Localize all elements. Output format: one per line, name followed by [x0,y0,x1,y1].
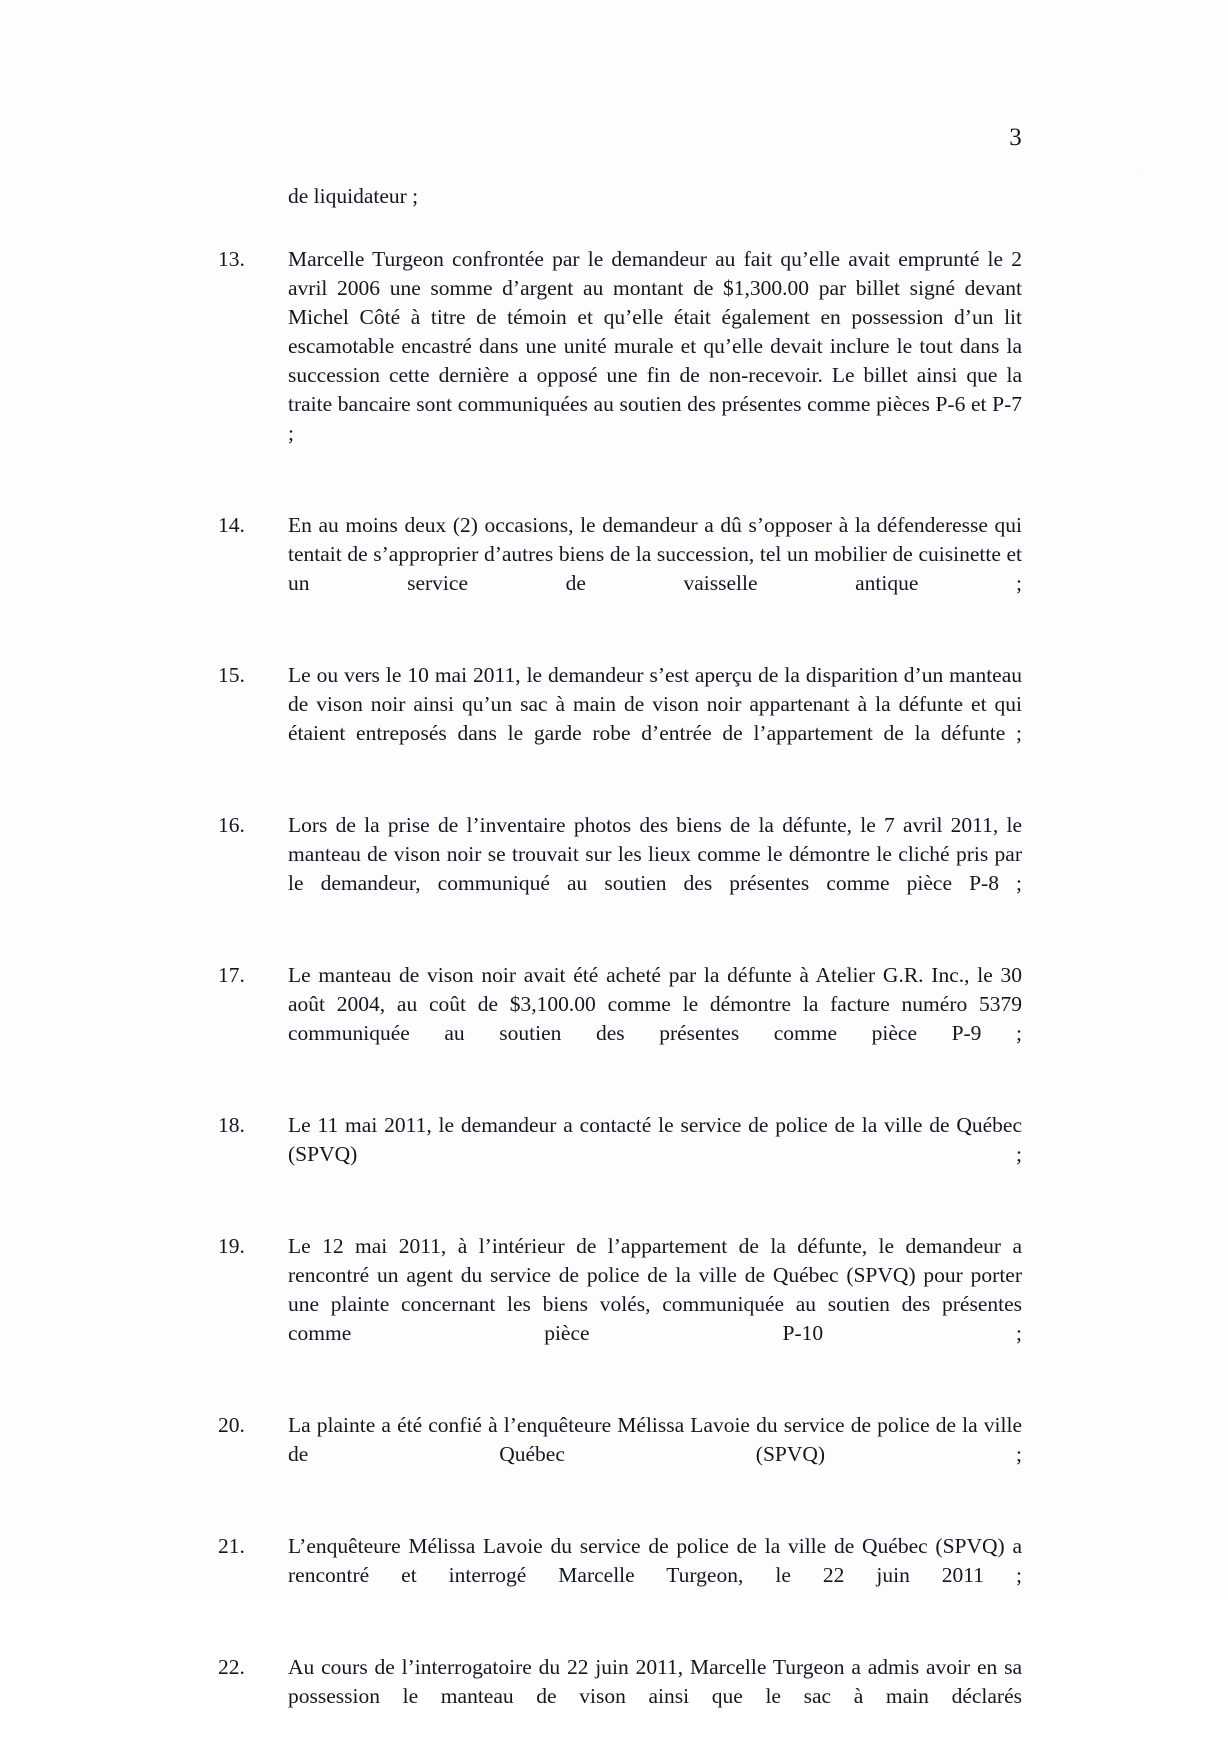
clause-20-number: 20. [218,1413,245,1437]
clause-22-text: Au cours de l’interrogatoire du 22 juin 2011, Marcelle Turgeon a admis avoir en sa possession le manteau de vison ainsi que le sac à main déclarés [288,1655,1022,1708]
clause-21-text: L’enquêteure Mélissa Lavoie du service de police de la ville de Québec (SPVQ) a rencontré et interrogé Marcelle Turgeon, le 22 juin 2011 ; [288,1534,1022,1587]
clause-22 [218,1653,1022,1740]
clause-19 [218,1232,1022,1377]
clause-13 [218,245,1022,477]
clause-21-number: 21. [218,1534,245,1558]
clause-17-text: Le manteau de vison noir avait été acheté par la défunte à Atelier G.R. Inc., le 30 août 2004, au coût de $3,100.00 comme le démontre la facture numéro 5379 communiquée au soutien des présentes comme pièce P-9 ; [288,963,1022,1045]
page-number: 3 [1009,124,1022,151]
clause-16-number: 16. [218,813,245,837]
clause-18-text: Le 11 mai 2011, le demandeur a contacté le service de police de la ville de Québec (SPVQ) ; [288,1113,1022,1166]
clause-15-text: Le ou vers le 10 mai 2011, le demandeur s’est aperçu de la disparition d’un manteau de vison noir ainsi qu’un sac à main de vison noir appartenant à la défunte et qui étaient entreposés dans le garde robe d’entrée de l’appartement de la défunte ; [288,663,1022,745]
paragraph-continuation-from-previous-page: de liquidateur ; [288,184,419,208]
clause-14-number: 14. [218,513,245,537]
clause-21 [218,1532,1022,1619]
clause-17 [218,961,1022,1077]
clause-17-number: 17. [218,963,245,987]
clause-20-text: La plainte a été confié à l’enquêteure Mélissa Lavoie du service de police de la ville de Québec (SPVQ) ; [288,1413,1022,1466]
clause-14 [218,511,1022,627]
clause-15 [218,661,1022,777]
clause-14-text: En au moins deux (2) occasions, le demandeur a dû s’opposer à la défenderesse qui tentait de s’approprier d’autres biens de la succession, tel un mobilier de cuisinette et un service de vaisselle antique ; [288,513,1022,595]
clause-20 [218,1411,1022,1498]
clause-15-number: 15. [218,663,245,687]
clause-19-text: Le 12 mai 2011, à l’intérieur de l’appartement de la défunte, le demandeur a rencontré un agent du service de police de la ville de Québec (SPVQ) pour porter une plainte concernant les biens volés, communiquée au soutien des présentes comme pièce P-10 ; [288,1234,1022,1345]
clause-13-number: 13. [218,247,245,271]
clause-22-number: 22. [218,1655,245,1679]
clause-18-number: 18. [218,1113,245,1137]
document-body [218,182,1022,1740]
clause-19-number: 19. [218,1234,245,1258]
clause-13-text: Marcelle Turgeon confrontée par le demandeur au fait qu’elle avait emprunté le 2 avril 2006 une somme d’argent au montant de $1,300.00 par billet signé devant Michel Côté à titre de témoin et qu’elle était également en possession d’un lit escamotable encastré dans une unité murale et qu’elle devait inclure le tout dans la succession cette dernière a opposé une fin de non-recevoir. Le billet ainsi que la traite bancaire sont communiquées au soutien des présentes comme pièces P-6 et P-7 ; [288,247,1022,445]
clause-16-text: Lors de la prise de l’inventaire photos des biens de la défunte, le 7 avril 2011, le manteau de vison noir se trouvait sur les lieux comme le démontre le cliché pris par le demandeur, communiqué au soutien des présentes comme pièce P-8 ; [288,813,1022,895]
clause-16 [218,811,1022,927]
clause-18 [218,1111,1022,1198]
